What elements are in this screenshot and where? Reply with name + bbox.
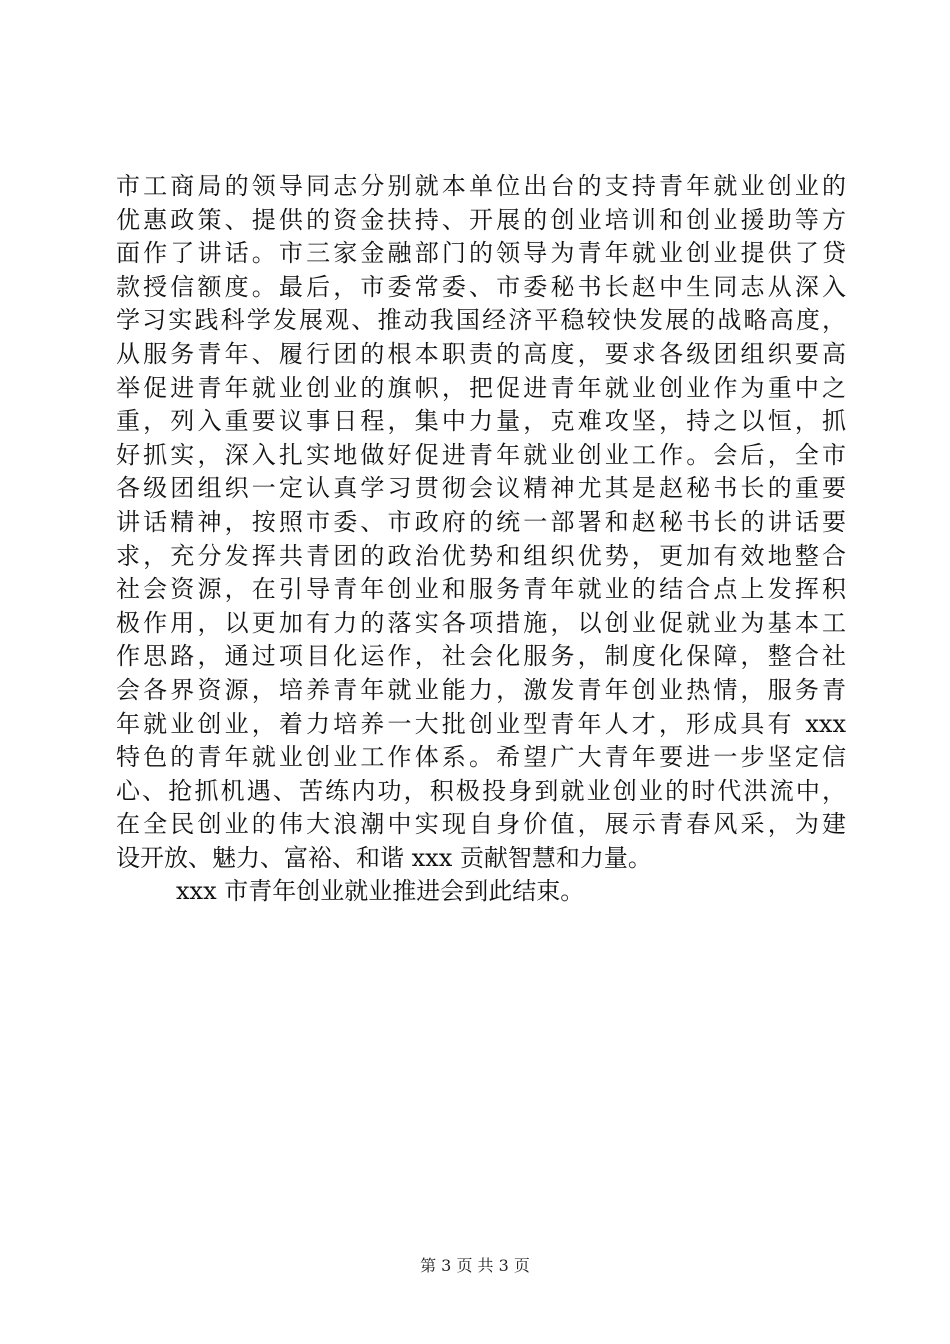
text-line: 款授信额度。最后，市委常委、市委秘书长赵中生同志从深入 bbox=[116, 272, 846, 301]
text-line: 社会资源，在引导青年创业和服务青年就业的结合点上发挥积 bbox=[116, 575, 846, 604]
text-line: 心、抢抓机遇、苦练内功，积极投身到就业创业的时代洪流中， bbox=[116, 776, 846, 805]
text-line: 市工商局的领导同志分别就本单位出台的支持青年就业创业的 bbox=[116, 172, 846, 200]
text-line: 好抓实，深入扎实地做好促进青年就业创业工作。会后，全市 bbox=[116, 440, 846, 469]
text-line: 面作了讲话。市三家金融部门的领导为青年就业创业提供了贷 bbox=[116, 239, 846, 268]
text-line: 年就业创业，着力培养一大批创业型青年人才，形成具有 xxx bbox=[116, 709, 846, 738]
text-line: 从服务青年、履行团的根本职责的高度，要求各级团组织要高 bbox=[116, 339, 846, 368]
text-line: 作思路，通过项目化运作，社会化服务，制度化保障，整合社 bbox=[116, 642, 846, 671]
text-line: 讲话精神，按照市委、市政府的统一部署和赵秘书长的讲话要 bbox=[116, 507, 846, 536]
text-line: 各级团组织一定认真学习贯彻会议精神尤其是赵秘书长的重要 bbox=[116, 474, 846, 503]
closing-line: xxx 市青年创业就业推进会到此结束。 bbox=[176, 877, 585, 906]
text-line: 优惠政策、提供的资金扶持、开展的创业培训和创业援助等方 bbox=[116, 205, 846, 234]
text-line: 在全民创业的伟大浪潮中实现自身价值，展示青春风采，为建 bbox=[116, 810, 846, 839]
text-line: 学习实践科学发展观、推动我国经济平稳较快发展的战略高度， bbox=[116, 306, 846, 335]
text-line: 特色的青年就业创业工作体系。希望广大青年要进一步坚定信 bbox=[116, 743, 846, 772]
body-text bbox=[116, 170, 846, 909]
text-line: 求，充分发挥共青团的政治优势和组织优势，更加有效地整合 bbox=[116, 541, 846, 570]
text-line: 重，列入重要议事日程，集中力量，克难攻坚，持之以恒，抓 bbox=[116, 407, 846, 436]
text-line: 极作用，以更加有力的落实各项措施，以创业促就业为基本工 bbox=[116, 608, 846, 637]
text-line: 举促进青年就业创业的旗帜，把促进青年就业创业作为重中之 bbox=[116, 373, 846, 402]
page-footer: 第 3 页 共 3 页 bbox=[420, 1256, 530, 1275]
text-line: 设开放、魅力、富裕、和谐 xxx 贡献智慧和力量。 bbox=[116, 843, 652, 872]
text-line: 会各界资源，培养青年就业能力，激发青年创业热情，服务青 bbox=[116, 675, 846, 704]
